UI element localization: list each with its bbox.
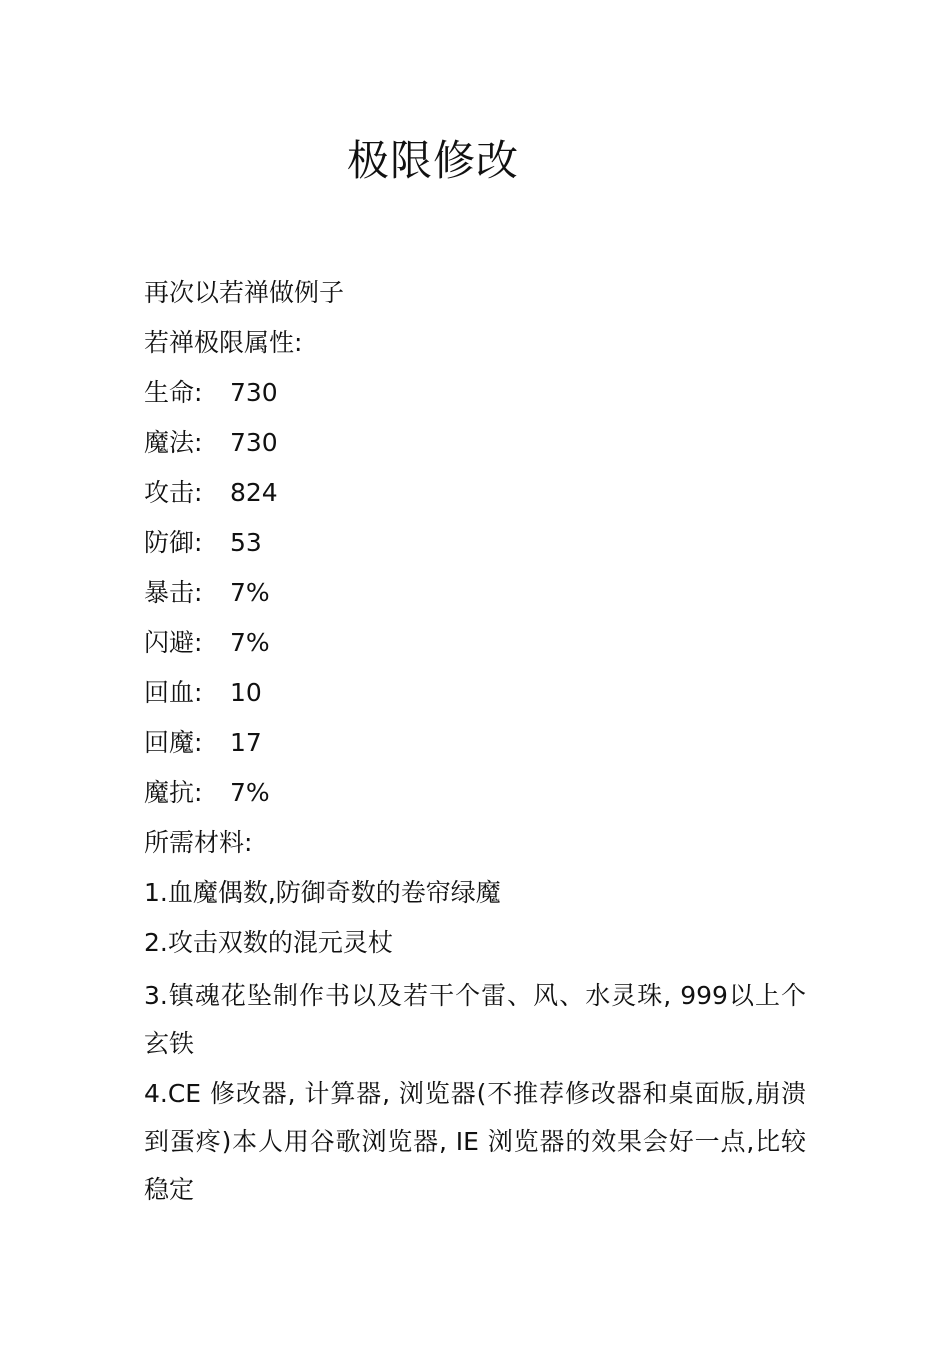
materials-heading: 所需材料: — [144, 828, 253, 857]
stat-label: 防御: — [144, 528, 203, 557]
stat-row-dodge — [144, 620, 806, 670]
stat-label: 攻击: — [144, 478, 203, 507]
stat-row-hp — [144, 370, 806, 420]
stat-value: 824 — [230, 478, 278, 507]
stat-value: 53 — [230, 528, 262, 557]
stat-row-mp — [144, 420, 806, 470]
stat-label: 回血: — [144, 678, 203, 707]
stat-row-magic-resist — [144, 770, 806, 820]
stat-label: 闪避: — [144, 628, 203, 657]
stat-value: 7% — [230, 628, 270, 657]
intro-text: 再次以若禅做例子 — [144, 278, 345, 307]
stat-row-mp-regen — [144, 720, 806, 770]
stat-row-defense — [144, 520, 806, 570]
stat-label: 魔抗: — [144, 778, 203, 807]
stat-value: 10 — [230, 678, 262, 707]
material-item-1: 1.血魔偶数,防御奇数的卷帘绿魔 — [144, 878, 501, 907]
attributes-heading: 若禅极限属性: — [144, 328, 303, 357]
stat-value: 7% — [230, 578, 270, 607]
stat-label: 生命: — [144, 378, 203, 407]
stat-row-crit — [144, 570, 806, 620]
stat-label: 魔法: — [144, 428, 203, 457]
document-body — [144, 270, 806, 1214]
stat-label: 暴击: — [144, 578, 203, 607]
stat-row-attack — [144, 470, 806, 520]
page-title: 极限修改 — [346, 136, 519, 185]
stat-value: 17 — [230, 728, 262, 757]
material-item-4: 4.CE 修改器, 计算器, 浏览器(不推荐修改器和桌面版,崩溃到蛋疼)本人用谷歌浏览器, IE 浏览器的效果会好一点,比较稳定 — [144, 1079, 806, 1204]
material-item-2: 2.攻击双数的混元灵杖 — [144, 928, 393, 957]
stat-row-hp-regen — [144, 670, 806, 720]
stat-value: 7% — [230, 778, 270, 807]
material-item-3: 3.镇魂花坠制作书以及若干个雷、风、水灵珠, 999以上个玄铁 — [144, 981, 806, 1058]
stat-value: 730 — [230, 428, 278, 457]
stat-label: 回魔: — [144, 728, 203, 757]
stat-value: 730 — [230, 378, 278, 407]
